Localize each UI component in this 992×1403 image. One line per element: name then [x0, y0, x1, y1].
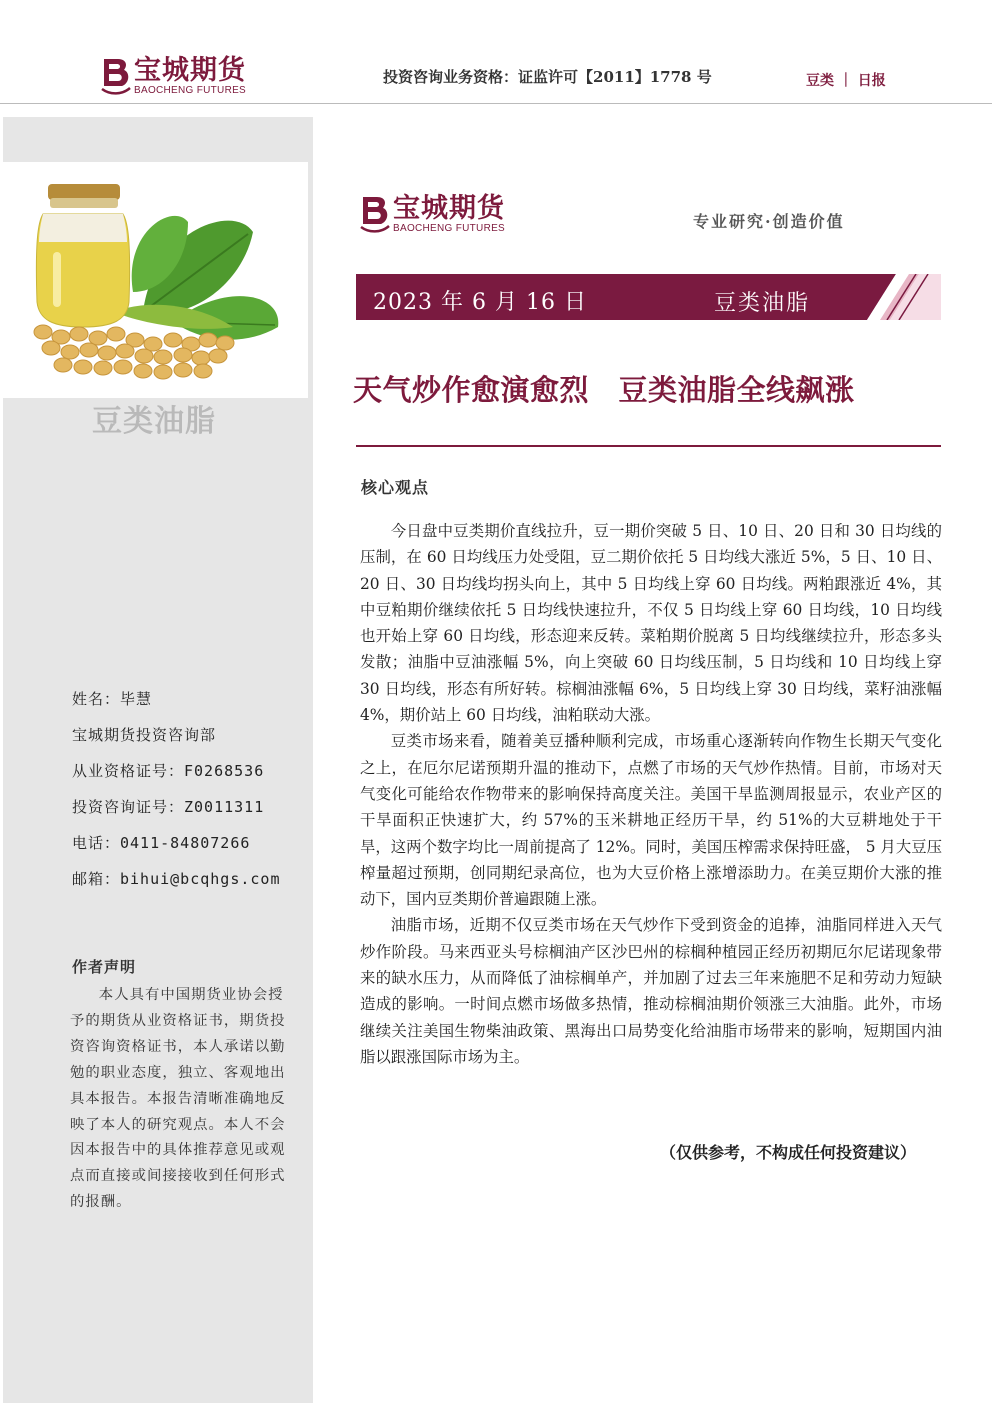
main-logo [357, 193, 527, 237]
sidebar-title: 豆类油脂 [92, 404, 216, 439]
header-logo-en: BAOCHENG FUTURES [134, 85, 247, 96]
report-category: 豆类油脂 [714, 291, 811, 316]
declaration-title: 作者声明 [72, 958, 137, 976]
headline-rule [356, 445, 941, 447]
slogan: 专业研究·创造价值 [693, 212, 845, 231]
disclaimer: （仅供参考，不构成任何投资建议） [660, 1143, 917, 1162]
declaration-body: 本人具有中国期货业协会授予的期货从业资格证书，期货投资咨询资格证书，本人承诺以勤勉的职业态度，独立、客观地出具本报告。本报告清晰准确地反映了本人的研究观点。本人不会因本报告中的具体推荐意见或观点而直接或间接接收到任何形式的报酬。 [70, 987, 286, 1211]
paragraph: 油脂市场，近期不仅豆类市场在天气炒作下受到资金的追捧，油脂同样进入天气炒作阶段。马来西亚头号棕榈油产区沙巴州的棕榈种植园正经历初期厄尔尼诺现象带来的缺水压力，从而降低了油棕榈单产，并加剧了过去三年来施肥不足和劳动力短缺造成的影响。一时间点燃市场做多热情，推动棕榈油期价领涨三大油脂。此外，市场继续关注美国生物柴油政策、黑海出口局势变化给油脂市场带来的影响，短期国内油脂以跟涨国际市场为主。 [360, 916, 942, 1066]
header-logo-cn: 宝城期货 [134, 55, 246, 86]
author-department: 宝城期货投资咨询部 [72, 726, 217, 744]
main-logo-en: BAOCHENG FUTURES [393, 223, 506, 234]
qualification-number: 从业资格证号：F0268536 [72, 762, 265, 780]
paragraph: 今日盘中豆类期价直线拉升，豆一期价突破 5 日、10 日、20 日和 30 日均线的压制，在 60 日均线压力处受阻，豆二期价依托 5 日均线大涨近 5%，5 日、10 日、20 日、30 日均线均拐头向上，其中 5 日均线上穿 60 日均线。两粕跟涨近 4%，其中豆粕期价继续依托 5 日均线快速拉升，不仅 5 日均线上穿 60 日均线，10 日均线也开始上穿 60 日均线，形态迎来反转。菜粕期价脱离 5 日均线继续拉升，形态多头发散；油脂中豆油涨幅 5%，向上突破 60 日均线压制，5 日均线和 10 日均线上穿 30 日均线，形态有所好转。棕榈油涨幅 6%，5 日均线上穿 30 日均线，菜籽油涨幅 4%，期价站上 60 日均线，油粕联动大涨。 [360, 522, 942, 725]
soybean-oil-illustration [3, 162, 308, 398]
main-logo-cn: 宝城期货 [393, 193, 505, 224]
report-tag: 豆类 ｜ 日报 [806, 73, 886, 89]
email-address: 邮箱：bihui@bcqhgs.com [72, 870, 281, 888]
report-date: 2023 年 6 月 16 日 [373, 290, 587, 315]
logo-mark-icon [357, 193, 391, 235]
header-divider [0, 103, 992, 104]
header-logo [98, 55, 248, 99]
advisory-number: 投资咨询证号：Z0011311 [72, 798, 265, 816]
paragraph: 豆类市场来看，随着美豆播种顺利完成，市场重心逐渐转向作物生长期天气变化之上，在厄尔尼诺预期升温的推动下，点燃了市场的天气炒作热情。目前，市场对天气变化可能给农作物带来的影响保持高度关注。美国干旱监测周报显示，农业产区的干旱面积正快速扩大，约 57%的玉米耕地正经历干旱，约 51%的大豆耕地处于干旱，这两个数字均比一周前提高了 12%。同时，美国压榨需求保持旺盛， 5 月大豆压榨量超过预期，创同期纪录高位，也为大豆价格上涨增添助力。在美豆期价大涨的推动下，国内豆类期价普遍跟随上涨。 [360, 732, 942, 909]
soybean-oil-image [3, 162, 308, 398]
headline: 天气炒作愈演愈烈 豆类油脂全线飙涨 [353, 373, 855, 407]
author-name: 姓名：毕慧 [72, 690, 153, 708]
license-text: 投资咨询业务资格：证监许可【2011】1778 号 [383, 68, 712, 86]
contact-info [72, 688, 302, 904]
article-body [360, 518, 942, 1070]
logo-mark-icon [98, 55, 132, 97]
core-view-title: 核心观点 [361, 478, 430, 497]
phone-number: 电话：0411-84807266 [72, 834, 251, 852]
